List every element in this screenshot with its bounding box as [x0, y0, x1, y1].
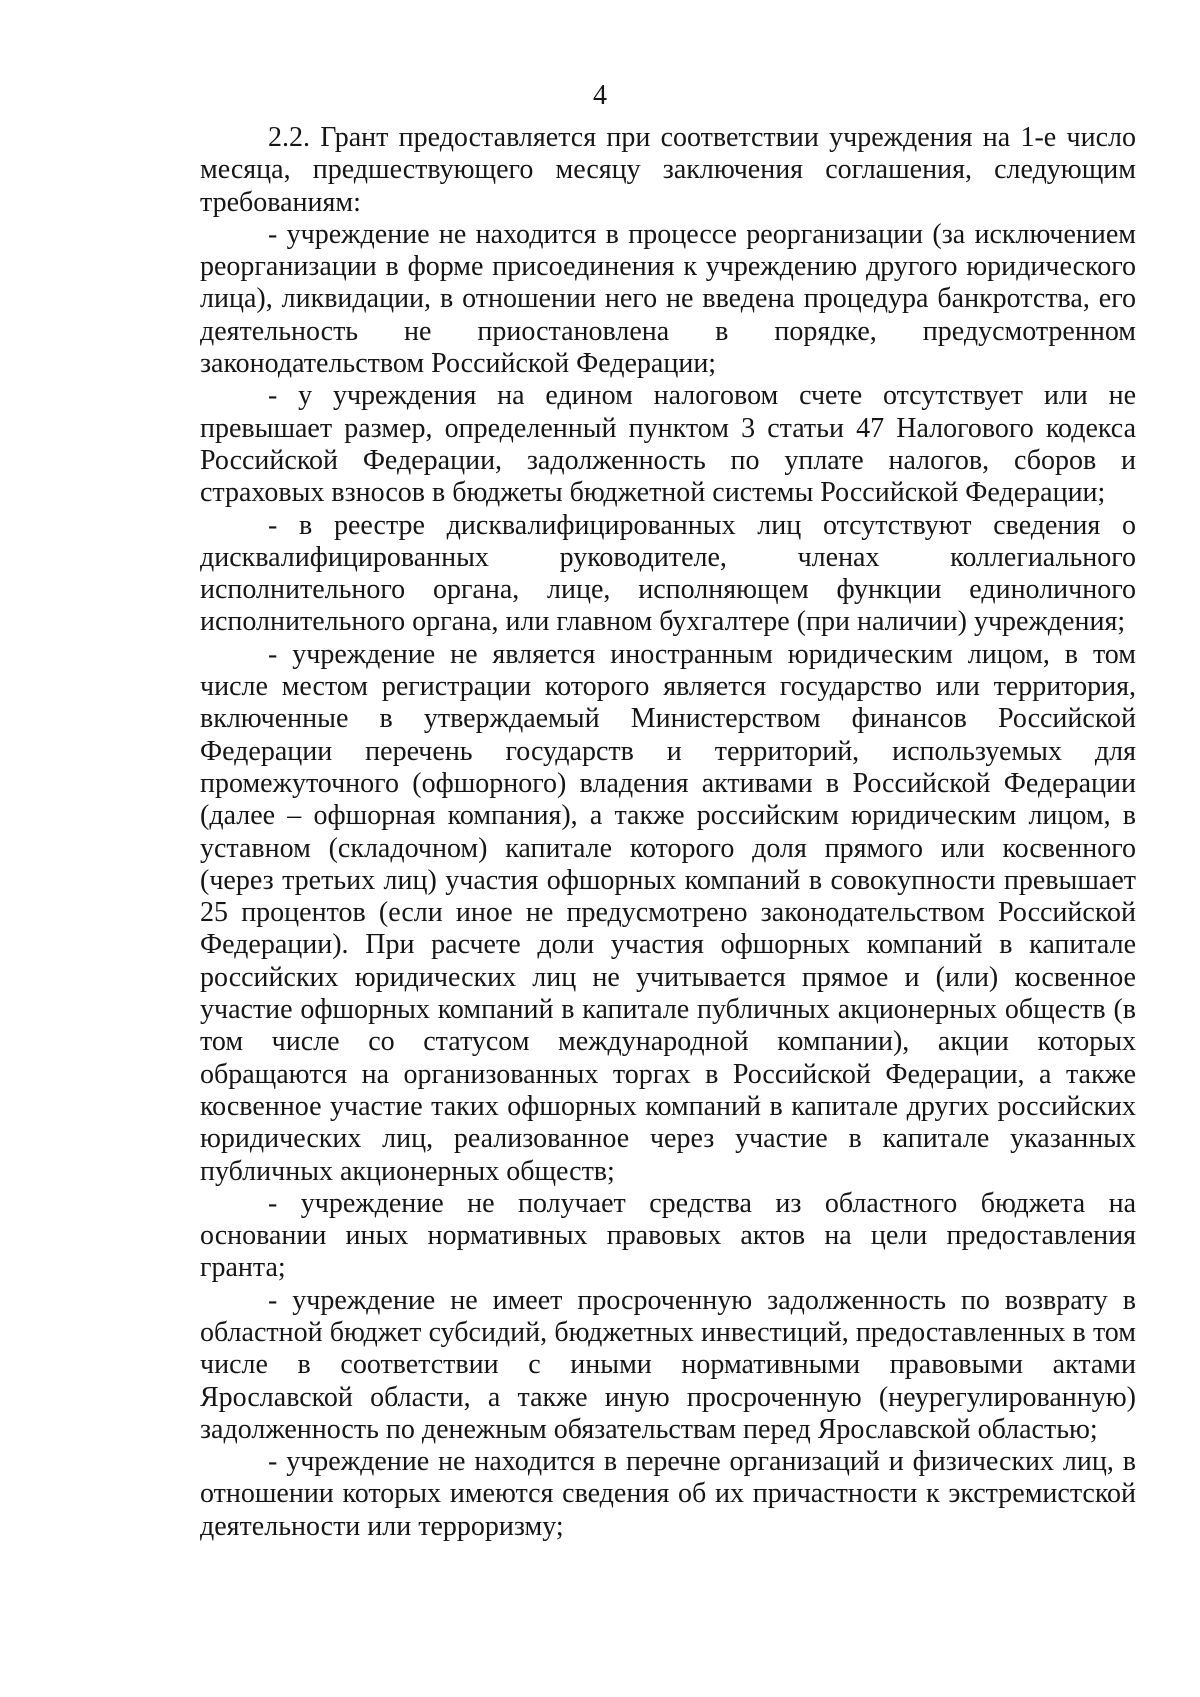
paragraph-grant-requirements-intro: 2.2. Грант предоставляется при соответствии учреждения на 1-е число месяца, предшествующего месяцу заключения соглашения, следующим требованиям: — [200, 122, 1136, 218]
page-number: 4 — [593, 80, 607, 111]
paragraph-no-disqualified-persons: - в реестре дисквалифицированных лиц отсутствуют сведения о дисквалифицированных руководителе, членах коллегиального исполнительного органа, лице, исполняющем функции единоличного исполнительного органа, или главном бухгалтере (при наличии) учреждения; — [200, 509, 1136, 638]
paragraph-no-overdue-debt: - учреждение не имеет просроченную задолженность по возврату в областной бюджет субсидий, бюджетных инвестиций, предоставленных в том числе в соответствии с иными нормативными правовыми актами Ярославской области, а также иную просроченную (неурегулированную) задолженность по денежным обязательствам перед Ярославской областью; — [200, 1284, 1136, 1445]
paragraph-not-in-extremist-list: - учреждение не находится в перечне организаций и физических лиц, в отношении которых имеются сведения об их причастности к экстремистской деятельности или терроризму; — [200, 1446, 1136, 1542]
paragraph-not-foreign-entity: - учреждение не является иностранным юридическим лицом, в том числе местом регистрации которого является государство или территория, включенные в утверждаемый Министерством финансов Российской Федерации перечень государств и территорий, используемых для промежуточного (офшорного) владения активами в Российской Федерации (далее – офшорная компания), а также российским юридическим лицом, в уставном (складочном) капитале которого доля прямого или косвенного (через третьих лиц) участия офшорных компаний в совокупности превышает 25 процентов (если иное не предусмотрено законодательством Российской Федерации). При расчете доли участия офшорных компаний в капитале российских юридических лиц не учитывается прямое и (или) косвенное участие офшорных компаний в капитале публичных акционерных обществ (в том числе со статусом международной компании), акции которых обращаются на организованных торгах в Российской Федерации, а также косвенное участие таких офшорных компаний в капитале других российских юридических лиц, реализованное через участие в капитале указанных публичных акционерных обществ; — [200, 638, 1136, 1187]
paragraph-no-reorganization: - учреждение не находится в процессе реорганизации (за исключением реорганизации в форме присоединения к учреждению другого юридического лица), ликвидации, в отношении него не введена процедура банкротства, его деятельность не приостановлена в порядке, предусмотренном законодательством Российской Федерации; — [200, 218, 1136, 380]
paragraph-no-other-budget-funds: - учреждение не получает средства из областного бюджета на основании иных нормативных правовых актов на цели предоставления гранта; — [200, 1187, 1136, 1284]
document-body — [200, 122, 1136, 1543]
paragraph-no-tax-debt: - у учреждения на едином налоговом счете отсутствует или не превышает размер, определенный пунктом 3 статьи 47 Налогового кодекса Российской Федерации, задолженность по уплате налогов, сборов и страховых взносов в бюджеты бюджетной системы Российской Федерации; — [200, 380, 1136, 509]
